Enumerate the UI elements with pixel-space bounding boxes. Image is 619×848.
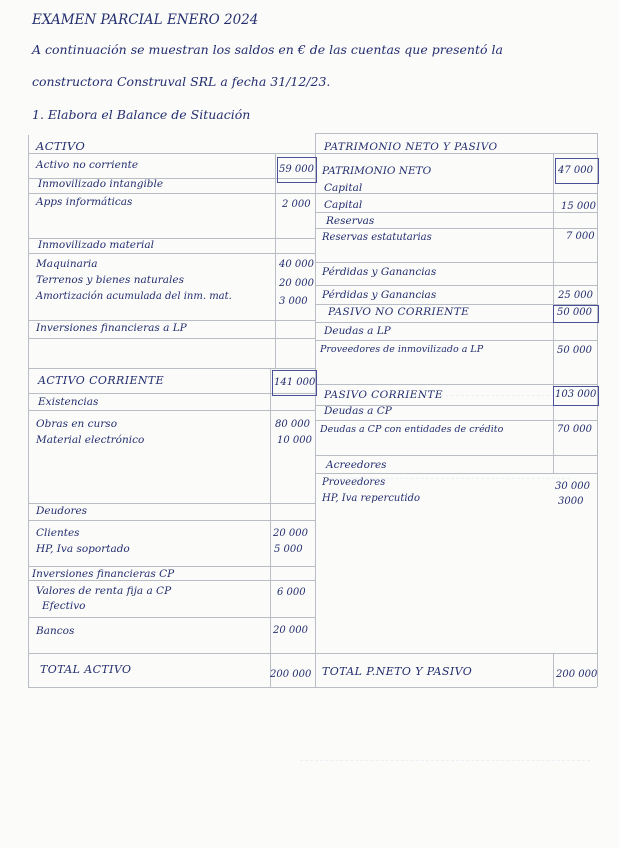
grid-line — [315, 384, 597, 385]
deudas-cp-label: Deudas a CP — [324, 405, 392, 417]
grid-line — [315, 212, 597, 213]
total-pasivo-label: TOTAL P.NETO Y PASIVO — [322, 665, 473, 678]
activo-title: ACTIVO — [36, 139, 86, 153]
patrimonio-neto-label: PATRIMONIO NETO — [322, 165, 432, 177]
grid-line — [28, 253, 315, 254]
apps-value: 2 000 — [282, 199, 311, 210]
activo-no-corriente-label: Activo no corriente — [36, 159, 139, 171]
perdidas-head-label: Pérdidas y Ganancias — [322, 266, 437, 278]
activo-corriente-total: 141 000 — [274, 377, 316, 388]
total-activo-value: 200 000 — [270, 669, 312, 680]
reservas-value: 7 000 — [566, 231, 595, 242]
hp-iva-repercutido-value: 3000 — [558, 496, 584, 507]
grid-line — [315, 262, 597, 263]
grid-line — [28, 368, 315, 369]
obras-label: Obras en curso — [36, 418, 118, 430]
intangible-label: Inmovilizado intangible — [38, 178, 164, 190]
maquinaria-value: 40 000 — [279, 259, 314, 270]
grid-line — [28, 580, 315, 581]
grid-line — [597, 133, 598, 687]
intro-line-2: constructora Construval SRL a fecha 31/12/23. — [32, 74, 331, 89]
total-activo-label: TOTAL ACTIVO — [40, 663, 132, 676]
amortizacion-value: 3 000 — [279, 296, 308, 307]
grid-line — [315, 653, 597, 654]
proveedores-label: Proveedores — [322, 477, 386, 488]
terrenos-label: Terrenos y bienes naturales — [36, 274, 184, 286]
grid-line — [315, 420, 597, 421]
grid-line — [28, 410, 315, 411]
bancos-label: Bancos — [36, 625, 75, 637]
grid-line — [315, 133, 597, 134]
grid-line — [28, 320, 315, 321]
hp-iva-soportado-value: 5 000 — [274, 544, 303, 555]
grid-line — [553, 653, 554, 687]
grid-line — [28, 520, 315, 521]
patrimonio-neto-total: 47 000 — [558, 165, 593, 176]
proveedores-inm-label: Proveedores de inmovilizado a LP — [320, 344, 484, 355]
total-pasivo-value: 200 000 — [556, 669, 598, 680]
perdidas-value: 25 000 — [558, 290, 593, 301]
pasivo-no-corriente-total: 50 000 — [557, 307, 592, 318]
pasivo-title: PATRIMONIO NETO Y PASIVO — [324, 141, 498, 153]
material-electronico-label: Material electrónico — [36, 434, 145, 446]
grid-line — [28, 566, 315, 567]
inversiones-lp-label: Inversiones financieras a LP — [36, 322, 187, 334]
acreedores-label: Acreedores — [326, 459, 387, 471]
grid-line — [275, 153, 276, 368]
efectivo-label: Efectivo — [42, 600, 86, 612]
activo-no-corriente-total: 59 000 — [279, 164, 314, 175]
capital-label: Capital — [324, 199, 363, 211]
material-electronico-value: 10 000 — [277, 435, 312, 446]
hp-iva-soportado-label: HP, Iva soportado — [36, 543, 130, 555]
grid-line — [28, 617, 315, 618]
valores-value: 6 000 — [277, 587, 306, 598]
grid-line — [315, 687, 597, 688]
material-label: Inmovilizado material — [38, 239, 155, 251]
deudas-lp-label: Deudas a LP — [324, 325, 391, 337]
grid-line — [28, 135, 29, 687]
grid-line — [315, 285, 597, 286]
grid-line — [315, 153, 597, 154]
grid-line — [270, 368, 271, 687]
grid-line — [315, 473, 597, 474]
pasivo-corriente-total: 103 000 — [555, 389, 597, 400]
capital-value: 15 000 — [561, 201, 596, 212]
apps-label: Apps informáticas — [36, 196, 133, 208]
task-heading: 1. Elabora el Balance de Situación — [32, 107, 251, 122]
capital-head-label: Capital — [324, 182, 363, 194]
exam-title: EXAMEN PARCIAL ENERO 2024 — [32, 12, 259, 28]
maquinaria-label: Maquinaria — [36, 258, 98, 270]
reservas-head-label: Reservas — [326, 215, 375, 227]
intro-line-1: A continuación se muestran los saldos en € de las cuentas que presentó la — [32, 42, 503, 57]
valores-label: Valores de renta fija a CP — [36, 585, 172, 597]
pasivo-no-corriente-label: PASIVO NO CORRIENTE — [328, 306, 470, 318]
grid-line — [28, 193, 315, 194]
bleed-through-line — [300, 760, 590, 761]
proveedores-value: 30 000 — [555, 481, 590, 492]
perdidas-label: Pérdidas y Ganancias — [322, 289, 437, 301]
grid-line — [315, 340, 597, 341]
grid-line — [28, 153, 315, 154]
activo-corriente-label: ACTIVO CORRIENTE — [38, 374, 165, 387]
deudas-entidades-label: Deudas a CP con entidades de crédito — [320, 424, 504, 435]
grid-line — [28, 503, 315, 504]
amortizacion-label: Amortización acumulada del inm. mat. — [36, 291, 232, 302]
existencias-label: Existencias — [38, 396, 99, 408]
pasivo-corriente-label: PASIVO CORRIENTE — [324, 389, 443, 401]
clientes-label: Clientes — [36, 527, 80, 539]
hp-iva-repercutido-label: HP, Iva repercutido — [322, 493, 420, 504]
reservas-label: Reservas estatutarias — [322, 232, 432, 243]
proveedores-inm-value: 50 000 — [557, 345, 592, 356]
deudas-entidades-value: 70 000 — [557, 424, 592, 435]
bancos-value: 20 000 — [273, 625, 308, 636]
deudores-label: Deudores — [36, 505, 88, 517]
grid-line — [28, 338, 315, 339]
grid-line — [315, 455, 597, 456]
grid-line — [315, 133, 316, 687]
inversiones-cp-label: Inversiones financieras CP — [32, 568, 175, 580]
terrenos-value: 20 000 — [279, 278, 314, 289]
grid-line — [28, 653, 315, 654]
grid-line — [315, 228, 597, 229]
obras-value: 80 000 — [275, 419, 310, 430]
clientes-value: 20 000 — [273, 528, 308, 539]
grid-line — [28, 687, 315, 688]
